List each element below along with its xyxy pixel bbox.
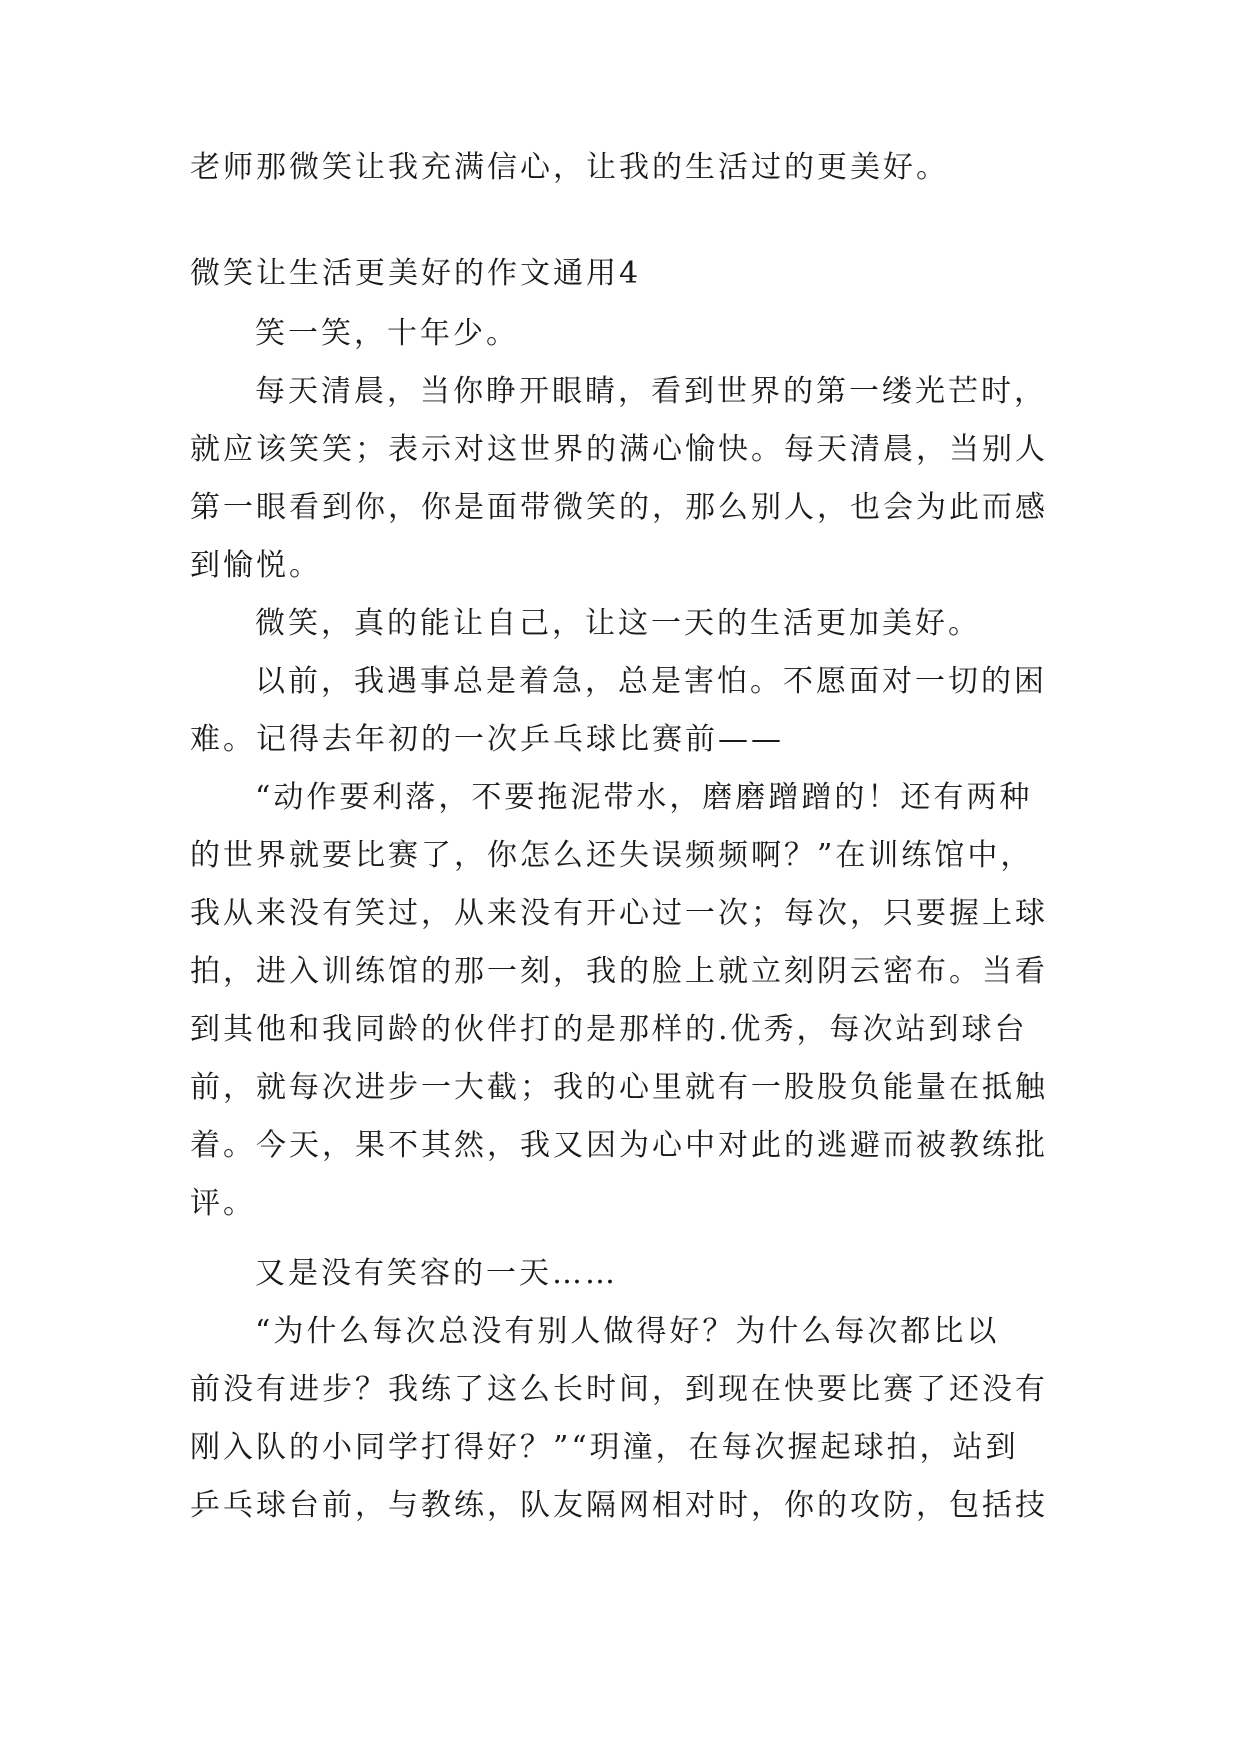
section-heading: 微笑让生活更美好的作文通用4: [190, 256, 642, 291]
text-line: 乒乓球台前，与教练，队友隔网相对时，你的攻防，包括技: [190, 1488, 1048, 1523]
text-line: “为什么每次总没有别人做得好？为什么每次都比以: [255, 1314, 1000, 1349]
text-line: 每天清晨，当你睁开眼睛，看到世界的第一缕光芒时，: [255, 374, 1047, 409]
text-line: 笑一笑，十年少。: [255, 316, 519, 351]
text-line: 前没有进步？我练了这么长时间，到现在快要比赛了还没有: [190, 1372, 1048, 1407]
text-line: 微笑，真的能让自己，让这一天的生活更加美好。: [255, 606, 981, 641]
text-line: 第一眼看到你，你是面带微笑的，那么别人，也会为此而感: [190, 490, 1048, 525]
text-line: 刚入队的小同学打得好？”“玥潼，在每次握起球拍，站到: [190, 1430, 1019, 1465]
text-line: “动作要利落，不要拖泥带水，磨磨蹭蹭的！还有两种: [255, 780, 1033, 815]
text-line: 以前，我遇事总是着急，总是害怕。不愿面对一切的困: [255, 664, 1047, 699]
text-line: 着。今天，果不其然，我又因为心中对此的逃避而被教练批: [190, 1128, 1048, 1163]
text-line: 就应该笑笑；表示对这世界的满心愉快。每天清晨，当别人: [190, 432, 1048, 467]
text-line: 难。记得去年初的一次乒乓球比赛前——: [190, 722, 784, 757]
text-line: 前，就每次进步一大截；我的心里就有一股股负能量在抵触: [190, 1070, 1048, 1105]
text-line: 我从来没有笑过，从来没有开心过一次；每次，只要握上球: [190, 896, 1048, 931]
text-line: 拍，进入训练馆的那一刻，我的脸上就立刻阴云密布。当看: [190, 954, 1048, 989]
text-line: 的世界就要比赛了，你怎么还失误频频啊？”在训练馆中，: [190, 838, 1034, 873]
text-line: 到其他和我同龄的伙伴打的是那样的.优秀，每次站到球台: [190, 1012, 1028, 1047]
text-line: 到愉悦。: [190, 548, 322, 583]
text-line: 评。: [190, 1186, 256, 1221]
text-line: 老师那微笑让我充满信心，让我的生活过的更美好。: [190, 150, 949, 185]
text-line: 又是没有笑容的一天……: [255, 1256, 618, 1291]
